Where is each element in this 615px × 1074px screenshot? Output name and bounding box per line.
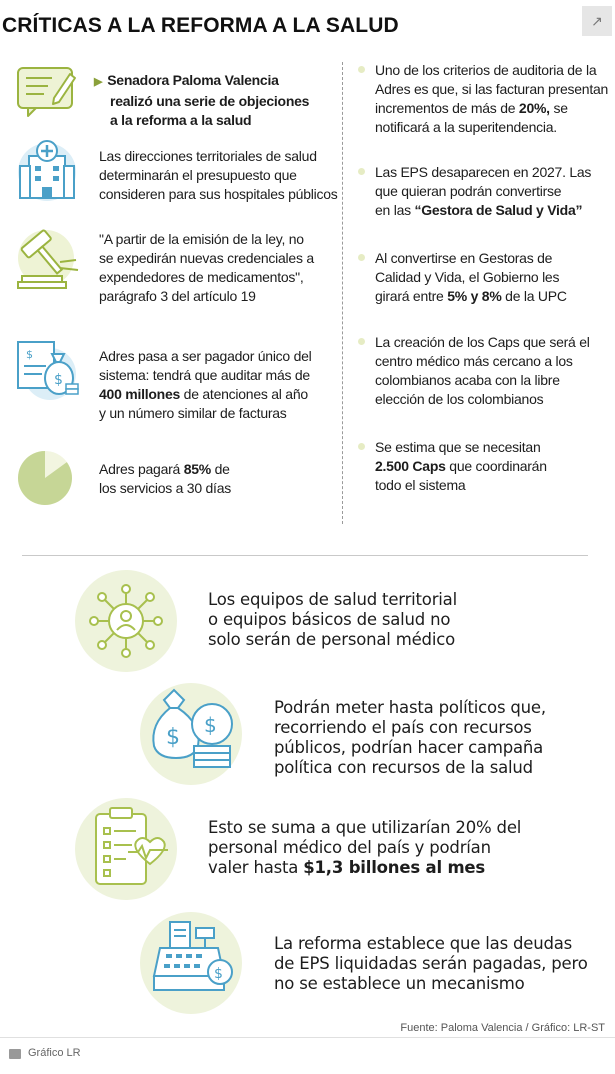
bottom-item-1: Los equipos de salud territorial o equipos básicos de salud no solo serán de personal médico xyxy=(208,590,457,649)
source-note: Fuente: Paloma Valencia / Gráfico: LR-ST xyxy=(400,1022,605,1034)
bullet-dot xyxy=(358,254,365,261)
gavel-icon xyxy=(16,224,82,290)
bottom-item-2: Podrán meter hasta políticos que, recorriendo el país con recursos públicos, podrían hacer campaña política con recursos de la salud xyxy=(274,698,546,777)
money-bag-coin-icon xyxy=(148,688,238,770)
triangle-bullet-icon: ▶ xyxy=(94,76,103,88)
svg-text:$: $ xyxy=(204,713,217,737)
page-title: CRÍTICAS A LA REFORMA A LA SALUD xyxy=(2,14,399,37)
right-item-2: Las EPS desaparecen en 2027. Las que quieran podrán convertirse en las “Gestora de Salud y Vida” xyxy=(375,164,592,218)
bullet-dot xyxy=(358,66,365,73)
left-item-2: Las direcciones territoriales de salud determinarán el presupuesto que consideren para sus hospitales públicos xyxy=(99,148,338,202)
right-item-5: Se estima que se necesitan 2.500 Caps que coordinarán todo el sistema xyxy=(375,439,547,493)
svg-text:$: $ xyxy=(166,725,180,750)
svg-text:$: $ xyxy=(26,348,33,361)
bullet-dot xyxy=(358,443,365,450)
medical-clipboard-icon xyxy=(92,806,172,890)
bullet-dot xyxy=(358,338,365,345)
section-divider xyxy=(22,555,588,556)
left-item-5: Adres pagará 85% de los servicios a 30 días xyxy=(99,461,231,496)
hospital-icon xyxy=(16,138,78,202)
pie-chart-icon xyxy=(17,450,73,506)
right-item-1: Uno de los criterios de auditoria de la Adres es que, si las facturan presentan incrementos de más de 20%, se notificará a la superitendencia. xyxy=(375,62,609,135)
bottom-item-3: Esto se suma a que utilizarían 20% del personal médico del país y podrían valer hasta $1,3 billones al mes xyxy=(208,818,522,877)
svg-text:$: $ xyxy=(54,372,63,388)
right-item-4: La creación de los Caps que será el centro médico más cercano a los colombianos acaba con la libre elección de los colombianos xyxy=(375,334,590,407)
left-item-1: ▶ Senadora Paloma Valencia realizó una serie de objeciones a la reforma a la salud xyxy=(94,72,310,128)
image-icon xyxy=(9,1049,21,1059)
invoice-money-icon xyxy=(14,336,80,400)
svg-text:$: $ xyxy=(214,966,223,982)
footer-label: Gráfico LR xyxy=(28,1047,81,1059)
expand-arrow-icon[interactable]: ↗ xyxy=(582,6,612,36)
left-item-4: Adres pasa a ser pagador único del sistema: tendrá que auditar más de 400 millones de atenciones al año y un número similar de facturas xyxy=(99,348,312,421)
left-item-3: "A partir de la emisión de la ley, no se expedirán nuevas credenciales a expendedores de medicamentos", parágrafo 3 del artículo 19 xyxy=(99,231,314,304)
right-item-3: Al convertirse en Gestoras de Calidad y Vida, el Gobierno les girará entre 5% y 8% de la UPC xyxy=(375,250,567,304)
bullet-dot xyxy=(358,168,365,175)
network-person-icon xyxy=(88,583,164,659)
document-pencil-icon xyxy=(16,64,78,118)
cash-register-icon xyxy=(152,918,236,996)
footer xyxy=(0,1037,615,1074)
column-divider xyxy=(342,62,343,524)
bottom-item-4: La reforma establece que las deudas de EPS liquidadas serán pagadas, pero no se establece un mecanismo xyxy=(274,934,588,993)
